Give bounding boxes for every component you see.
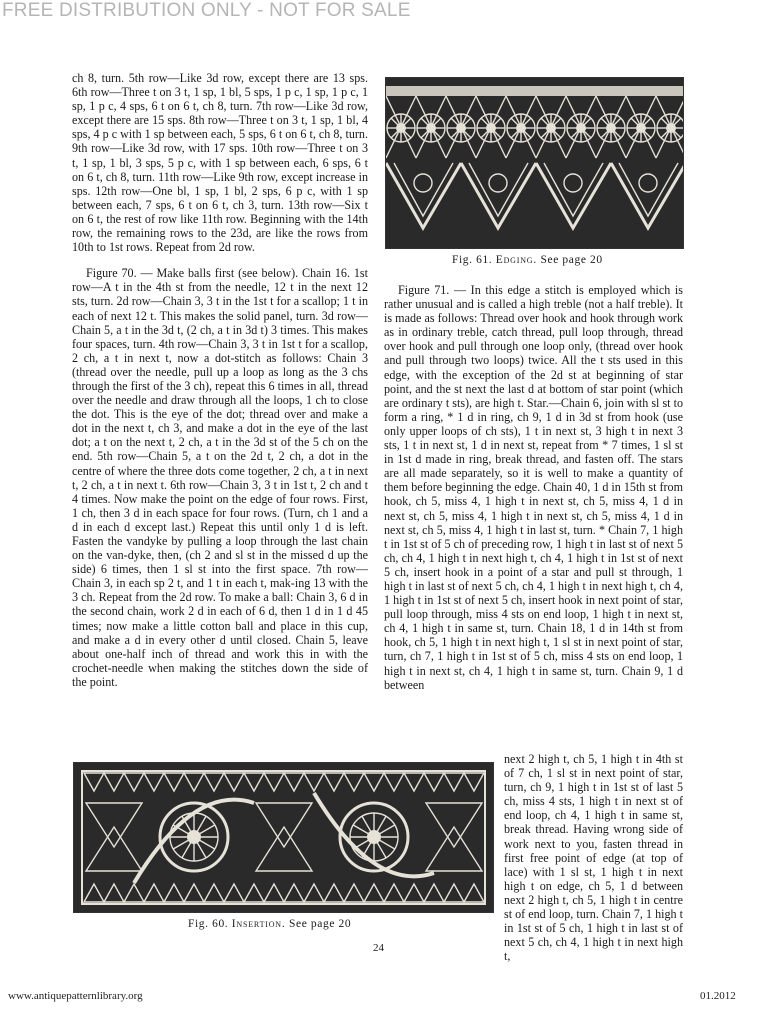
figure-61-title: Edging. xyxy=(495,254,538,266)
figure-60-title: Insertion. xyxy=(231,918,286,930)
right-column xyxy=(384,283,683,692)
figure-61-edging-photo xyxy=(385,77,684,249)
figure-61-caption xyxy=(452,254,603,266)
footer-date: 01.2012 xyxy=(700,990,736,1002)
right-column-continuation xyxy=(504,752,683,963)
figure-60-insertion-photo xyxy=(73,762,494,913)
figure-61-label: Fig. 61. xyxy=(452,254,493,266)
figure-61-reference: See page 20 xyxy=(540,254,603,266)
figure-60-reference: See page 20 xyxy=(289,918,352,930)
pattern-rows-paragraph: ch 8, turn. 5th row—Like 3d row, except there are 13 sps. 6th row—Three t on 3 t, 1 sp, 1 bl, 5 sps, 1 p c, 1 sp, 1 p c, 1 sp, 1 p c, 4 sps, 6 t on 6 t, ch 8, turn. 7th row—Like 3d row, except there are 15 sps. 8th row—Three t on 3 t, 1 sp, 1 bl, 4 sps, 4 p c with 1 sp between each, 5 sps, 6 t on 6 t, ch 8, turn. 9th row—Like 3d row, with 17 sps. 10th row—Three t on 3 t, 1 sp, 1 bl, 3 sps, 5 p c, with 1 sp between each, 6 sps, 6 t on 6 t, ch 8, turn. 11th row—Like 9th row, except increase in sps. 12th row—One bl, 1 sp, 1 bl, 2 sps, 6 p c, with 1 sp between each, 7 sps, 6 t on 6 t, ch 3, turn. 13th row—Six t on 6 t, the rest of row like 11th row. Beginning with the 14th row, the remaining rows to the 23d, are like the rows from 10th to 1st rows. Repeat from 2d row. xyxy=(72,71,368,255)
figure-70-paragraph: Figure 70. — Make balls first (see below). Chain 16. 1st row—A t in the 4th st from the needle, 12 t in the next 12 sts, turn. 2d row—Chain 3, 3 t in the 1st t for a scallop; 1 t in each of next 12 t. This makes the solid panel, turn. 3d row—Chain 5, a t in the 3d t, (2 ch, a t in 3d t) 3 times. This makes four spaces, turn. 4th row—Chain 3, 3 t in 1st t for a scallop, 2 ch, a t in next t, now a dot-stitch as follows: Chain 3 (thread over the needle, pull up a loop as long as the 3 chs through the first of the 3 ch), repeat this 6 times in all, thread over the needle and draw through all the loops, 1 ch to close the dot. This is the eye of the dot; thread over and make a dot in the next t, ch 3, and make a dot in the eye of the last dot; a t on the next t, 2 ch, a t in the 3d st of the 5 ch on the end. 5th row—Chain 5, a t on the 2d t, 2 ch, a dot in the centre of where the three dots come together, 2 ch, a t in next t, 2 ch, a t in next t. 6th row—Chain 3, 3 t in 1st t, 2 ch and t 4 times. Now make the point on the edge of four rows. First, 1 ch, then 3 d in each space for four rows. (Turn, ch 1 and a d in each d except last.) Repeat this until only 1 d is left. Fasten the vandyke by pulling a loop through the last chain on the van-dyke, then, (ch 2 and sl st in the missed d up the side) 6 times, then 1 sl st into the first space. 7th row—Chain 3, in each sp 2 t, and 1 t in each t, mak-ing 13 with the 3 ch. Repeat from the 2d row. To make a ball: Chain 3, 6 d in the second chain, work 2 d in each of 6 d, then 1 d in 1 d 45 times; now make a little cotton ball and place in this cup, and make a d in every other d until closed. Chain 5, leave about one-half inch of thread and work this in with the crochet-needle when making the stitches down the side of the point. xyxy=(72,266,368,689)
edging-lace-illustration xyxy=(386,78,683,248)
figure-60-label: Fig. 60. xyxy=(188,918,229,930)
page-number: 24 xyxy=(373,942,384,954)
figure-60-caption xyxy=(188,918,351,930)
figure-71-continuation: next 2 high t, ch 5, 1 high t in 4th st of 7 ch, 1 sl st in next point of star, turn, ch 9, 1 high t in 1st st of last 5 ch, miss 4 sts, 1 high t in next st of end loop, ch 4, 1 high t in same st, break thread. Having wrong side of work next to you, fasten thread in first free point of edge (at top of lace) with 1 sl st, 1 high t in next high t on edge, ch 5, 1 d between next 2 high t, ch 5, 1 high t in centre st of end loop, turn. Chain 7, 1 high t in 1st st of 5 ch, 1 high t in last st of next 5 ch, ch 4, 1 high t in next high t, xyxy=(504,752,683,964)
distribution-banner: FREE DISTRIBUTION ONLY - NOT FOR SALE xyxy=(2,0,411,21)
figure-71-paragraph: Figure 71. — In this edge a stitch is employed which is rather unusual and is called a high treble (not a half treble). It is made as follows: Thread over hook and hook through work as in ordinary treble, catch thread, pull loop through, thread over hook and pull through one loop only, (thread over hook and pull through two loops) twice. All the t sts used in this edge, with the exception of the 2d st at beginning of star point, and the st next the last d at bottom of star point (which are ordinary t sts), are high t. Star.—Chain 6, join with sl st to form a ring, * 1 d in ring, ch 9, 1 d in 3d st from hook (use only upper loops of ch sts), 1 t in next st, 3 high t in next 3 sts, 1 t in next st, 1 d in next st, repeat from * 7 times, 1 sl st in 1st d made in ring, break thread, and fasten off. The stars are all made separately, so it is well to make a quantity of them before beginning the edge. Chain 40, 1 d in 15th st from hook, ch 5, miss 4, 1 high t in next st, ch 5, miss 4, 1 d in next st, ch 5, miss 4, 1 high t in next st, ch 5, miss 4, 1 d in next st, ch 5, miss 4, 1 high t in last st, turn. * Chain 7, 1 high t in 1st st of 5 ch of preceding row, 1 high t in last st of next 5 ch, ch 4, 1 high t in next high t, ch 4, 1 high t in 1st st of next 5 ch, insert hook in a point of a star and pull st through, 1 high t in last st of next 5 ch, ch 4, 1 high t in next high t, ch 4, 1 high t in 1st st of next 5 ch, insert hook in next point of star, pull loop through, miss 4 sts on end loop, 1 high t in next st, ch 4, 1 high t in same st, turn. Chain 18, 1 d in 14th st from hook, ch 5, 1 high t in next high t, 1 sl st in next point of star, turn, ch 7, 1 high t in 1st st of 5 ch, miss 4 sts on end loop, 1 high t in next st, ch 4, 1 high t in same st, turn. Chain 9, 1 d between xyxy=(384,283,683,692)
insertion-lace-illustration xyxy=(74,763,493,912)
left-column xyxy=(72,71,368,689)
footer-website: www.antiquepatternlibrary.org xyxy=(8,990,143,1002)
